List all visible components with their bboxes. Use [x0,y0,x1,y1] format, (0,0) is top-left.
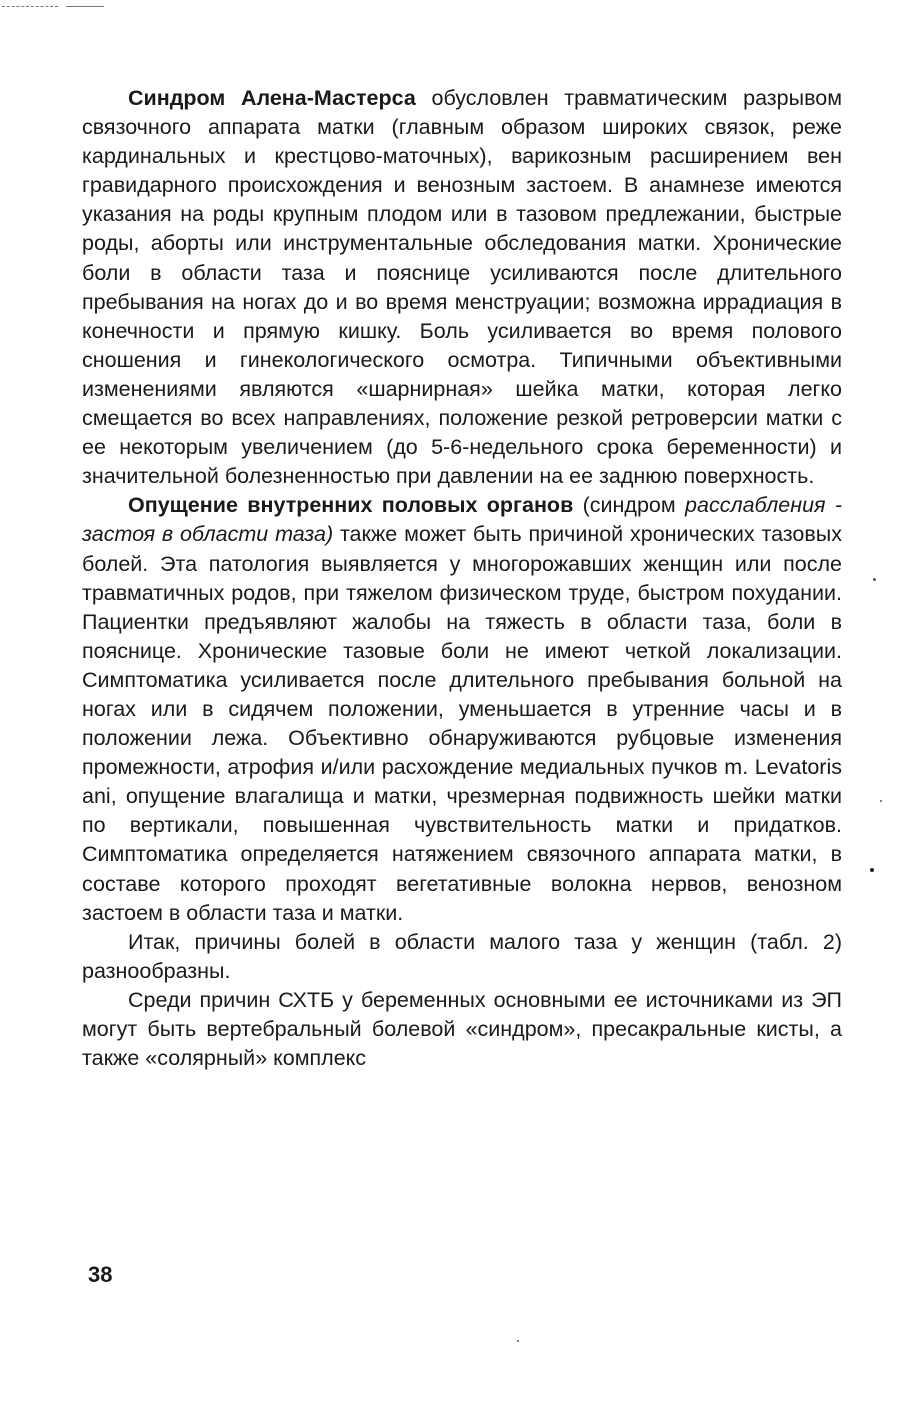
scan-mark [66,6,104,7]
scan-edge-marks [0,6,110,8]
scan-speck [873,578,876,581]
paragraph-text: Итак, причины болей в области малого таза у женщин (табл. 2) разнообразны. [82,929,842,983]
scan-speck [870,868,874,872]
page-number: 38 [88,1262,113,1287]
paragraph-allen-masters [82,84,842,491]
paragraph-pregnancy [82,986,842,1073]
paragraph-prolapse [82,491,842,927]
scan-speck [880,800,882,802]
term-allen-masters: Синдром Алена-Мастерса [128,86,416,110]
paragraph-text: Среди причин СХТБ у беременных основными ее источниками из ЭП могут быть вертебральный болевой «синдром», пресакральные кисты, а также «солярный» комплекс [82,987,842,1071]
paragraph-summary [82,928,842,986]
paragraph-text: обусловлен травматическим разрывом связочного аппарата матки (главным образом широких связок, реже кардинальных и крестцово-маточных), варикозным расширением вен гравидарного происхождения и венозным застоем. В анамнезе имеются указания на роды крупным плодом или в тазовом предлежании, быстрые роды, аборты или инструментальные обследования матки. Хронические боли в области таза и пояснице усиливаются после длительного пребывания на ногах до и во время менструации; возможна иррадиация в конечности и прямую кишку. Боль усиливается во время полового сношения и гинекологического осмотра. Типичными объективными изменениями являются «шарнирная» шейка матки, которая легко смещается во всех направлениях, положение резкой ретроверсии матки с ее некоторым увеличением (до 5-6-недельного срока беременности) и значительной болезненностью при давлении на ее заднюю поверхность. [82,86,842,489]
italic-phrase: расслабления - застоя в области таза) [82,493,843,547]
page-body [82,84,842,1073]
scan-mark [2,6,58,8]
scan-speck [517,1340,519,1342]
paragraph-text: также может быть причиной хронических тазовых болей. Эта патология выявляется у многорожавших женщин или после травматичных родов, при тяжелом физическом труде, быстром похудании. Пациентки предъявляют жалобы на тяжесть в области таза, боли в пояснице. Хронические тазовые боли не имеют четкой локализации. Симптоматика усиливается после длительного пребывания больной на ногах или в сидячем положении, уменьшается в утренние часы и в положении лежа. Объективно обнаруживаются рубцовые изменения промежности, атрофия и/или расхождение медиальных пучков m. Levatoris ani, опущение влагалища и матки, чрезмерная подвижность шейки матки по вертикали, повышенная чувствительность матки и придатков. Симптоматика определяется натяжением связочного аппарата матки, в составе которого проходят вегетативные волокна нервов, венозном застоем в области таза и матки. [82,522,842,925]
paragraph-text: (синдром [573,493,686,518]
term-prolapse: Опущение внутренних половых органов [128,493,574,518]
